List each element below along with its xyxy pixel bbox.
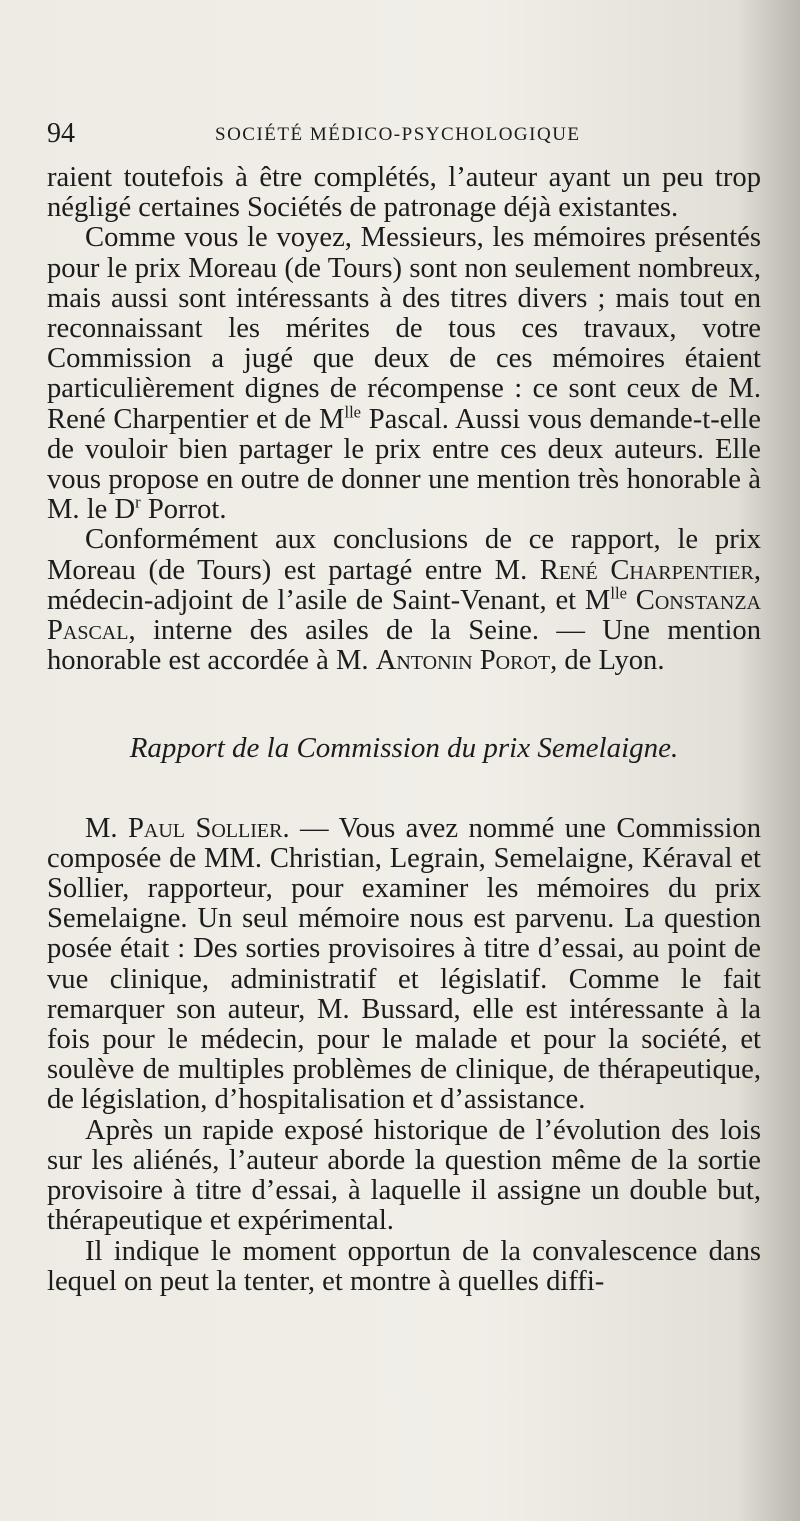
section-heading: Rapport de la Commission du prix Semelaigne.: [129, 732, 679, 765]
paragraph-3-text-a: Conformément aux conclusions de ce rapport, le prix Moreau (de Tours) est partagé entre M.: [47, 524, 761, 586]
paragraph-3-text-c: [627, 585, 636, 616]
superscript-dr: r: [135, 492, 141, 512]
superscript-mlle: lle: [344, 402, 362, 422]
paragraph-2-text-b: Pascal. Aussi vous demande-t-elle de vouloir bien partager le prix entre ces deux auteurs. Elle vous propose en outre de donner une mention très honorable à M. le D: [47, 403, 761, 526]
paragraph-4: [47, 814, 761, 1116]
paragraph-4-text-b: . — Vous avez nommé une Commission composée de MM. Christian, Legrain, Semelaigne, Kéraval et Sollier, rapporteur, pour examiner les mémoires du prix Semelaigne. Un seul mémoire nous est parvenu. La question posée était : Des sorties provisoires à titre d’essai, au point de vue clinique, administratif et législatif. Comme le fait remarquer son auteur, M. Bussard, elle est intéressante à la fois pour le médecin, pour le malade et pour la société, et soulève de multiples problèmes de clinique, de thérapeutique, de législation, d’hospitalisation et d’assistance.: [47, 812, 762, 1116]
paragraph-3-text-b: , médecin-adjoint de l’asile de Saint-Venant, et M: [47, 554, 761, 616]
paragraph-5: [47, 1116, 761, 1237]
paragraph-4-text-a: M.: [85, 812, 129, 844]
paragraph-3: [47, 525, 761, 676]
paragraph-2: [47, 223, 761, 525]
name-antonin-porot: Antonin Porot: [375, 645, 551, 677]
name-rene-charpentier: René Charpentier: [539, 554, 754, 586]
paragraph-3-text-d: , interne des asiles de la Seine. — Une mention honorable est accordée à M.: [47, 615, 761, 677]
name-paul-sollier: Paul Sollier: [128, 812, 283, 844]
paragraph-6-text: Il indique le moment opportun de la convalescence dans lequel on peut la tenter, et montre à quelles diffi-: [47, 1235, 761, 1297]
running-head: SOCIÉTÉ MÉDICO-PSYCHOLOGIQUE: [215, 124, 581, 145]
paragraph-1: [47, 163, 761, 223]
page-number: 94: [47, 118, 75, 149]
page-header: [47, 118, 760, 158]
paragraph-5-text: Après un rapide exposé historique de l’évolution des lois sur les aliénés, l’auteur aborde la question même de la sortie provisoire à titre d’essai, à laquelle il assigne un double but, thérapeutique et expérimental.: [47, 1114, 761, 1237]
paragraph-3-text-e: , de Lyon.: [550, 645, 665, 677]
name-constanza-pascal: Constanza Pascal: [47, 584, 761, 647]
paragraph-6: [47, 1237, 761, 1297]
paragraph-1-text: raient toutefois à être complétés, l’auteur ayant un peu trop négligé certaines Sociétés de patronage déjà existantes.: [47, 162, 761, 224]
paragraph-2-text-c: Porrot.: [140, 494, 227, 526]
superscript-mlle-2: lle: [610, 583, 627, 603]
body-text: [47, 163, 761, 1297]
paragraph-2-text-a: Comme vous le voyez, Messieurs, les mémoires présentés pour le prix Moreau (de Tours) sont non seulement nombreux, mais aussi sont intéressants à des titres divers ; mais tout en reconnaissant les mérites de tous ces travaux, votre Commission a jugé que deux de ces mémoires étaient particulièrement dignes de récompense : ce sont ceux de M. René Charpentier et de M: [47, 222, 761, 435]
